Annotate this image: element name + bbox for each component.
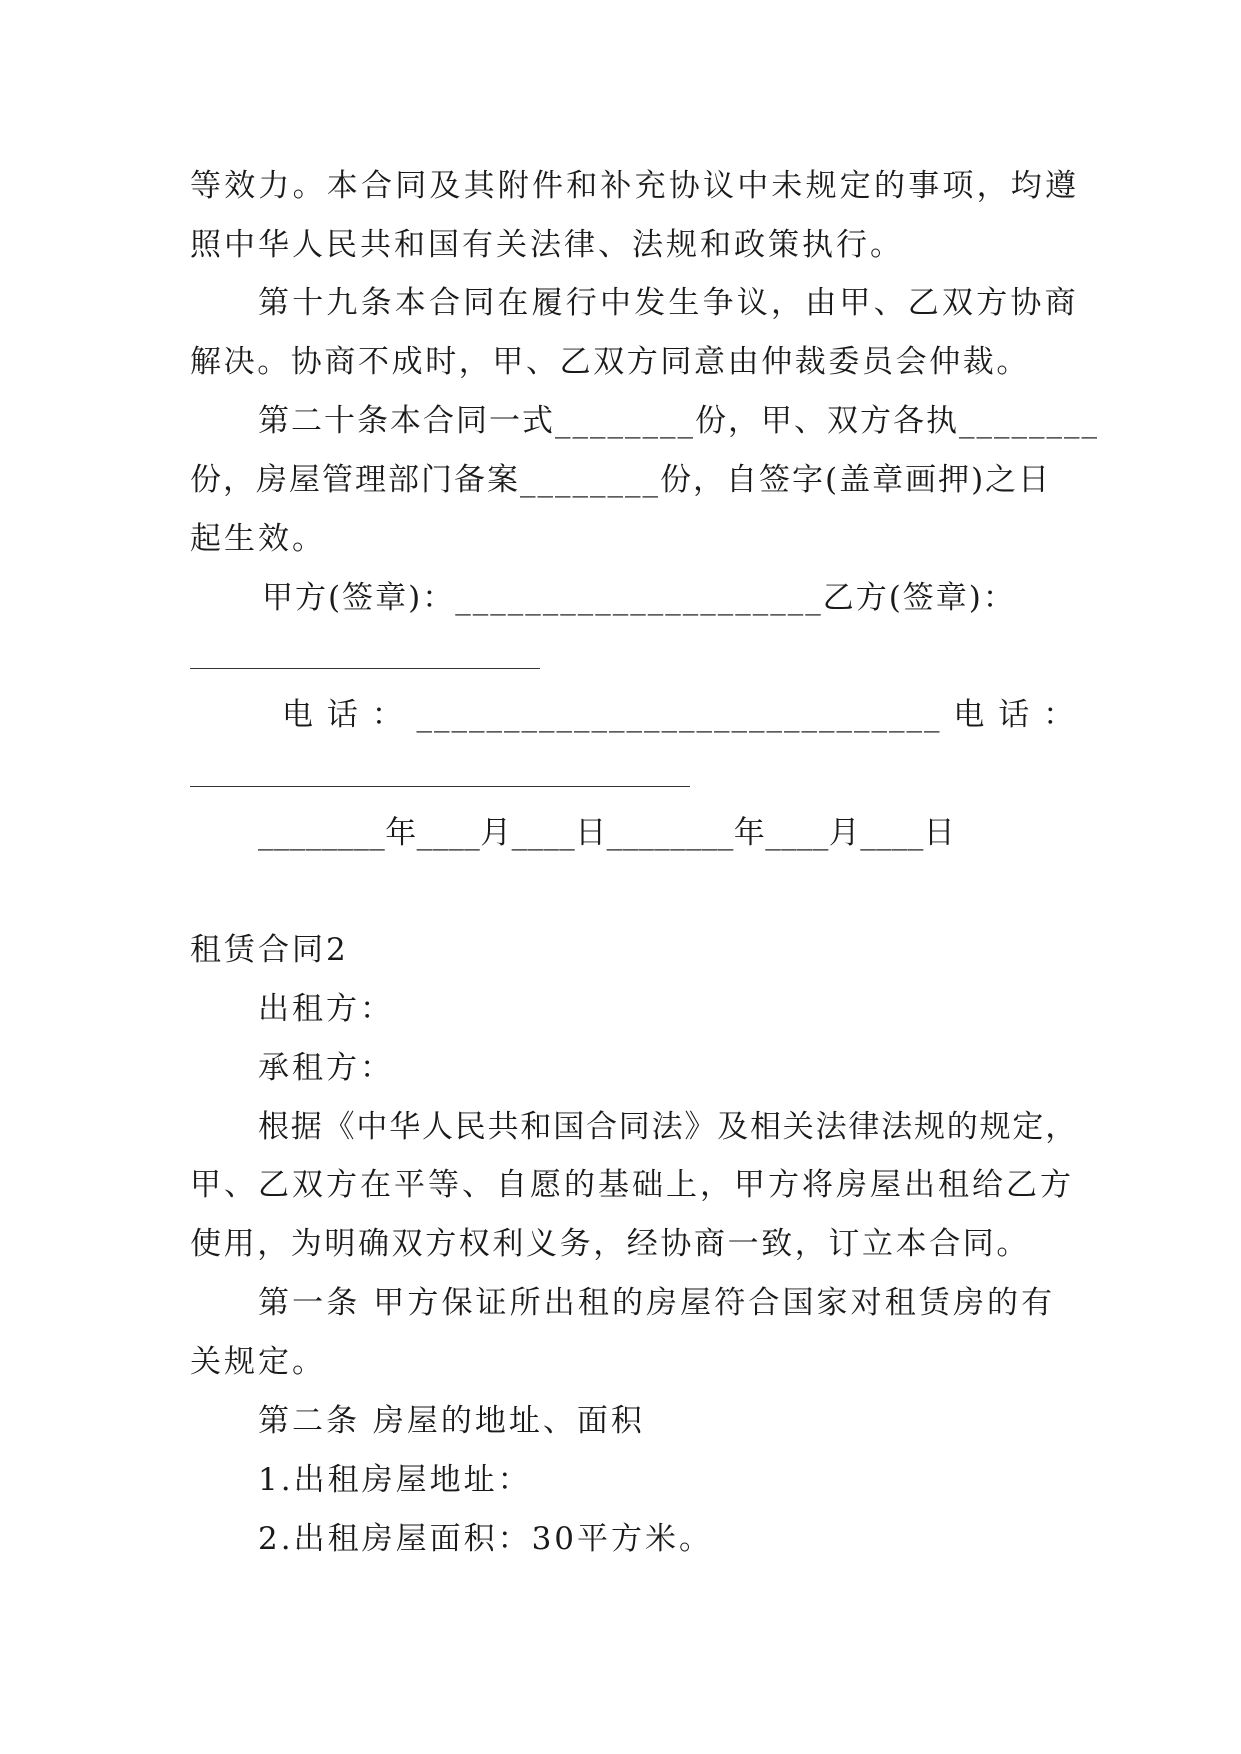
article-1-line: 第一条 甲方保证所出租的房屋符合国家对租赁房的有	[258, 1285, 1056, 1321]
lessor-label: 出租方：	[258, 991, 394, 1027]
paragraph-line: 关规定。	[190, 1344, 326, 1380]
paragraph-line: 等效力。本合同及其附件和补充协议中未规定的事项，均遵	[190, 168, 1080, 204]
article-19-line: 第十九条本合同在履行中发生争议，由甲、乙双方协商	[258, 285, 1079, 321]
paragraph-line: 份，房屋管理部门备案________份，自签字(盖章画押)之日	[190, 462, 1052, 498]
paragraph-line: 起生效。	[190, 521, 326, 557]
list-item: 1.出租房屋地址：	[258, 1462, 532, 1498]
contract-title: 租赁合同2	[190, 932, 349, 968]
phone-blank-rule	[190, 786, 690, 787]
signature-line: 甲方(签章)：_____________________乙方(签章)：	[262, 580, 1016, 616]
signature-blank-rule	[190, 668, 540, 669]
phone-line: 电 话 ： ______________________________ 电 话 ：	[282, 697, 1077, 733]
list-item: 2.出租房屋面积：30平方米。	[258, 1521, 714, 1557]
lessee-label: 承租方：	[258, 1050, 394, 1086]
paragraph-line: 解决。协商不成时，甲、乙双方同意由仲裁委员会仲裁。	[190, 344, 1030, 380]
article-2-heading: 第二条 房屋的地址、面积	[258, 1403, 645, 1439]
paragraph-line: 根据《中华人民共和国合同法》及相关法律法规的规定，	[258, 1109, 1078, 1145]
paragraph-line: 甲、乙双方在平等、自愿的基础上，甲方将房屋出租给乙方	[190, 1167, 1074, 1203]
date-line: ________年____月____日________年____月____日	[258, 815, 956, 851]
paragraph-line: 使用，为明确双方权利义务，经协商一致，订立本合同。	[190, 1226, 1030, 1262]
article-20-line: 第二十条本合同一式________份，甲、双方各执________	[258, 403, 1099, 439]
paragraph-line: 照中华人民共和国有关法律、法规和政策执行。	[190, 227, 904, 263]
